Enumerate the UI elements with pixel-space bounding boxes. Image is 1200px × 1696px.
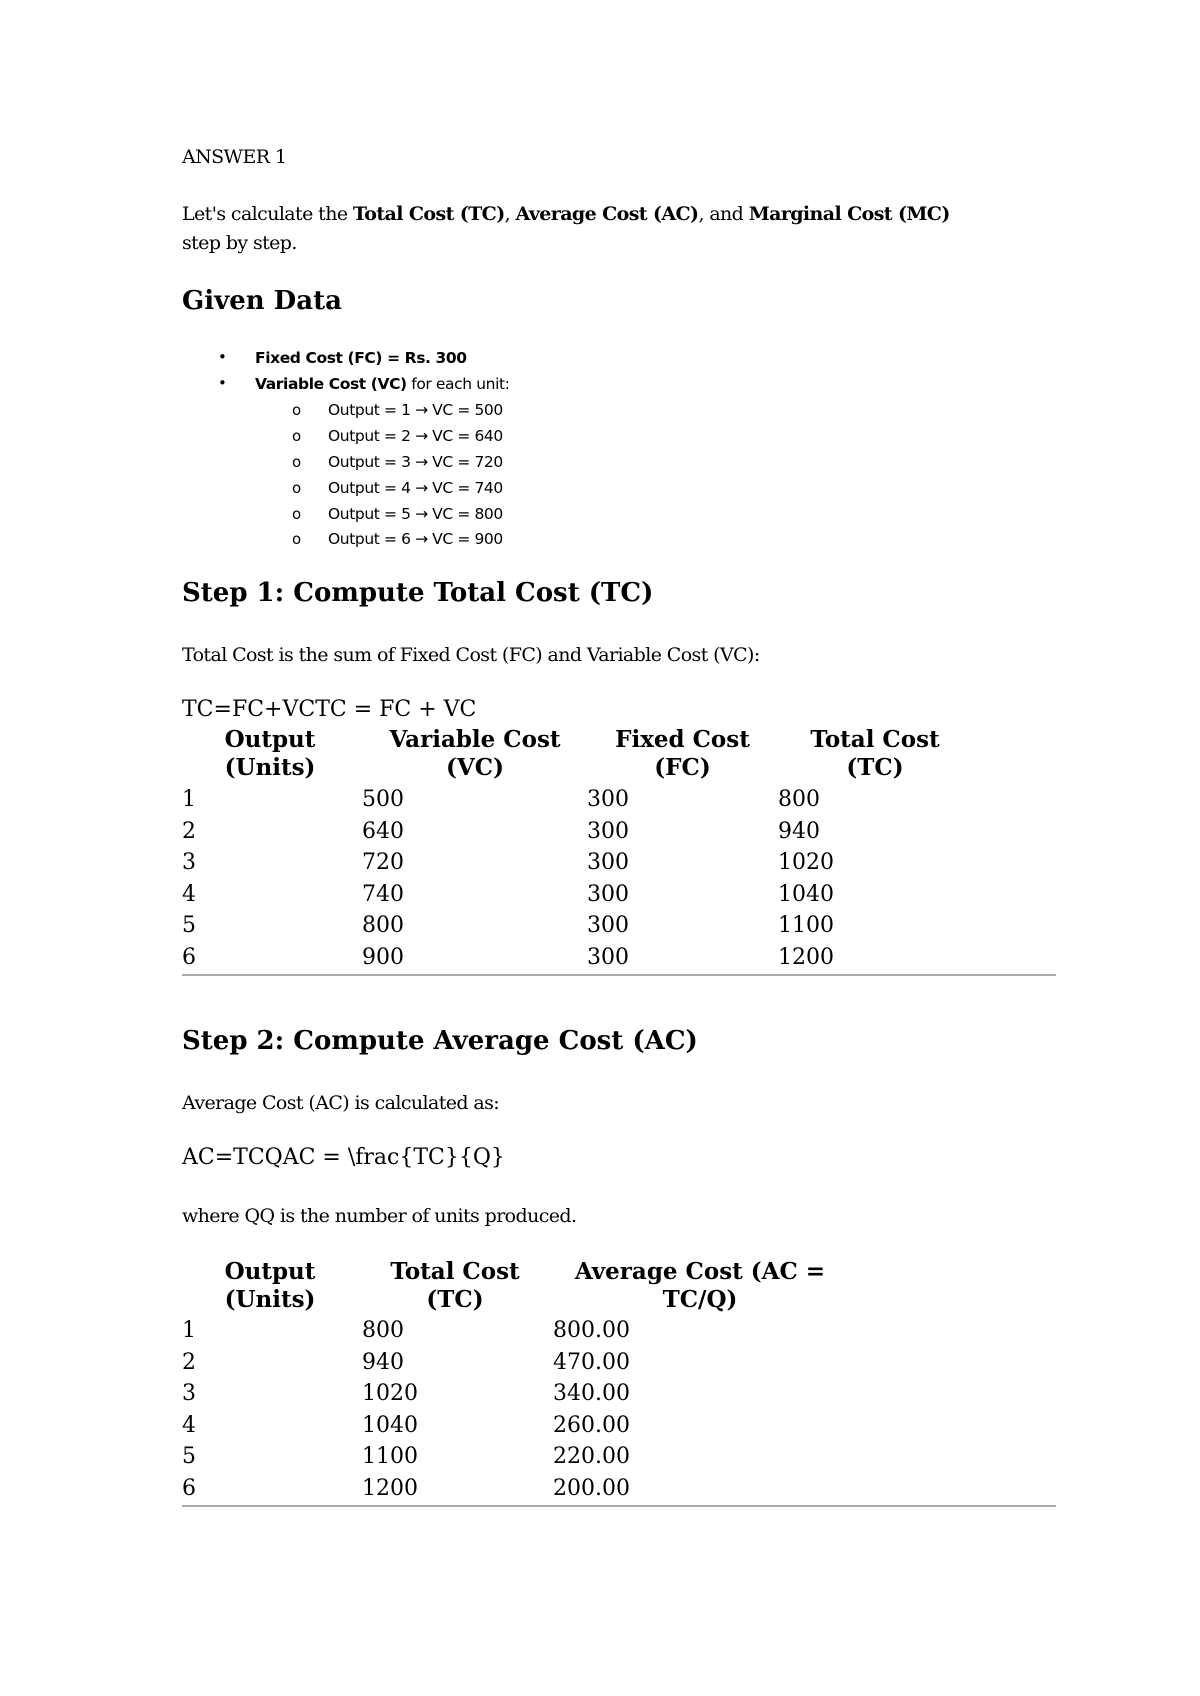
table1-cell: 6 [182, 945, 196, 970]
table1-cell: 1040 [778, 882, 834, 907]
table1-cell: 1200 [778, 945, 834, 970]
table1-cell: 3 [182, 850, 196, 875]
intro-sep-2: , and [698, 203, 749, 225]
table1-cell: 300 [587, 850, 629, 875]
sub-bullet-icon: o [292, 453, 302, 471]
intro-line-1 [182, 203, 950, 225]
table2-cell: 940 [362, 1350, 404, 1375]
table1-cell: 640 [362, 819, 404, 844]
given-data-heading: Given Data [182, 286, 342, 316]
intro-line-2: step by step. [182, 232, 297, 254]
table1-cell: 4 [182, 882, 196, 907]
table1-cell: 2 [182, 819, 196, 844]
bullet-fixed-icon: • [218, 348, 227, 366]
table1-cell: 300 [587, 882, 629, 907]
table1-cell: 800 [362, 913, 404, 938]
table1-cell: 800 [778, 787, 820, 812]
fixed-cost-item: Fixed Cost (FC) = Rs. 300 [255, 349, 467, 367]
table2-cell: 1040 [362, 1413, 418, 1438]
intro-mc: Marginal Cost (MC) [748, 203, 950, 225]
step2-text: Average Cost (AC) is calculated as: [182, 1092, 500, 1114]
variable-cost-rest: for each unit: [406, 375, 510, 393]
table2-cell: 470.00 [553, 1350, 630, 1375]
output-item-6: Output = 6 → VC = 900 [328, 530, 503, 548]
step2-formula: AC=TCQAC = \frac{TC}{Q} [182, 1145, 505, 1170]
sub-bullet-icon: o [292, 401, 302, 419]
table2-cell: 4 [182, 1413, 196, 1438]
table1-cell: 500 [362, 787, 404, 812]
table1-cell: 300 [587, 787, 629, 812]
step1-formula: TC=FC+VCTC = FC + VC [182, 697, 477, 722]
table1-header-vc: Variable Cost (VC) [389, 726, 561, 781]
table2-cell: 2 [182, 1350, 196, 1375]
intro-sep-1: , [504, 203, 516, 225]
step2-heading: Step 2: Compute Average Cost (AC) [182, 1026, 698, 1056]
table1-cell: 300 [587, 819, 629, 844]
table1-header-fc: Fixed Cost (FC) [615, 726, 750, 781]
sub-bullet-icon: o [292, 479, 302, 497]
table1-cell: 1020 [778, 850, 834, 875]
table2-header-ac: Average Cost (AC = TC/Q) [574, 1258, 826, 1313]
table1-cell: 940 [778, 819, 820, 844]
table1-cell: 300 [587, 913, 629, 938]
bullet-variable-icon: • [218, 374, 227, 392]
sub-bullet-icon: o [292, 505, 302, 523]
table2-cell: 1 [182, 1318, 196, 1343]
intro-lead: Let's calculate the [182, 203, 353, 225]
step1-heading: Step 1: Compute Total Cost (TC) [182, 578, 654, 608]
table1-cell: 740 [362, 882, 404, 907]
table2-bottom-rule [182, 1505, 1056, 1507]
table2-cell: 5 [182, 1444, 196, 1469]
variable-cost-item [255, 375, 509, 393]
table1-header-output: Output (Units) [224, 726, 316, 781]
table2-cell: 3 [182, 1381, 196, 1406]
answer-heading: ANSWER 1 [182, 146, 287, 168]
table2-cell: 1200 [362, 1476, 418, 1501]
table2-cell: 800 [362, 1318, 404, 1343]
output-item-1: Output = 1 → VC = 500 [328, 401, 503, 419]
table1-cell: 720 [362, 850, 404, 875]
output-item-5: Output = 5 → VC = 800 [328, 505, 503, 523]
sub-bullet-icon: o [292, 427, 302, 445]
table1-bottom-rule [182, 974, 1056, 976]
table2-cell: 340.00 [553, 1381, 630, 1406]
output-item-2: Output = 2 → VC = 640 [328, 427, 503, 445]
table1-cell: 1 [182, 787, 196, 812]
table2-cell: 260.00 [553, 1413, 630, 1438]
table2-header-tc: Total Cost (TC) [390, 1258, 520, 1313]
table1-cell: 300 [587, 945, 629, 970]
table1-cell: 5 [182, 913, 196, 938]
table2-cell: 6 [182, 1476, 196, 1501]
table1-cell: 1100 [778, 913, 834, 938]
intro-tc: Total Cost (TC) [352, 203, 505, 225]
step2-note: where QQ is the number of units produced. [182, 1205, 577, 1227]
sub-bullet-icon: o [292, 530, 302, 548]
table2-cell: 1020 [362, 1381, 418, 1406]
table2-cell: 220.00 [553, 1444, 630, 1469]
variable-cost-label: Variable Cost (VC) [255, 375, 407, 393]
intro-ac: Average Cost (AC) [515, 203, 699, 225]
table2-cell: 200.00 [553, 1476, 630, 1501]
table2-cell: 1100 [362, 1444, 418, 1469]
output-item-4: Output = 4 → VC = 740 [328, 479, 503, 497]
table1-header-tc: Total Cost (TC) [810, 726, 940, 781]
step1-text: Total Cost is the sum of Fixed Cost (FC) and Variable Cost (VC): [182, 644, 760, 666]
table2-cell: 800.00 [553, 1318, 630, 1343]
output-item-3: Output = 3 → VC = 720 [328, 453, 503, 471]
table2-header-output: Output (Units) [224, 1258, 316, 1313]
table1-cell: 900 [362, 945, 404, 970]
